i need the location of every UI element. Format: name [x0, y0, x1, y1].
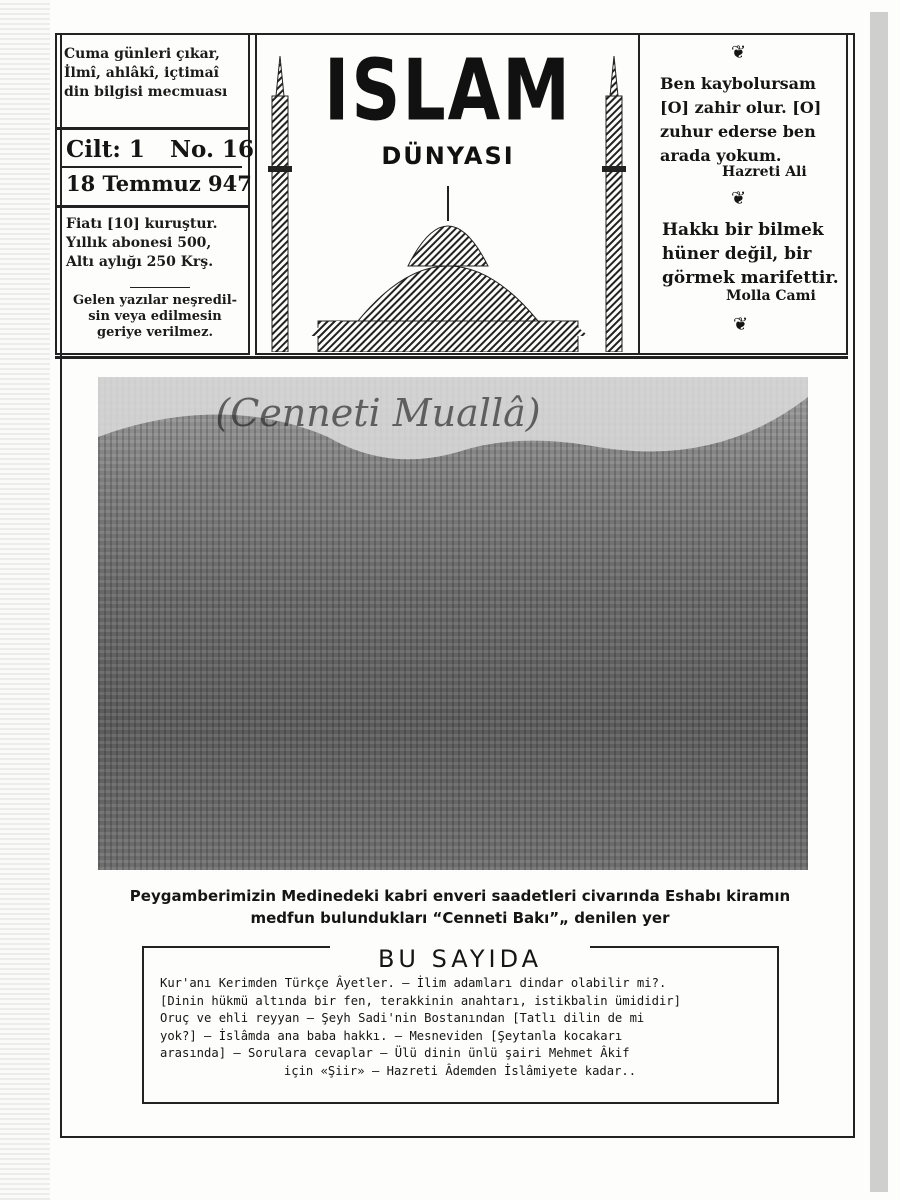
contents-line: Oruç ve ehli reyyan — Şeyh Sadi'nin Bostanından [Tatlı dilin de mi	[160, 1011, 645, 1025]
issue-date: 18 Temmuz 947	[66, 171, 252, 196]
leaf-ornament-icon: ❦	[731, 42, 747, 63]
divider	[55, 205, 250, 208]
quote-line: görmek marifettir.	[662, 268, 839, 288]
quote-line: hüner değil, bir	[662, 244, 812, 264]
leaf-ornament-icon: ❦	[731, 188, 747, 209]
contents-line: Kur'anı Kerimden Türkçe Âyetler. — İlim adamları dindar olabilir mi?.	[160, 976, 667, 990]
price-text	[66, 215, 246, 272]
price-line: Fiatı [10] kuruştur.	[66, 216, 218, 232]
volume-label: Cilt: 1	[66, 136, 145, 163]
intro-line: din bilgisi mecmuası	[64, 84, 228, 100]
notice-text	[60, 293, 250, 341]
contents-line: için «Şiir» — Hazreti Âdemden İslâmiyete kadar..	[283, 1063, 637, 1078]
contents-title: BU SAYIDA	[377, 945, 543, 973]
quote-line: Ben kaybolursam	[660, 74, 816, 93]
photo-caption	[80, 887, 840, 927]
price-line: Yıllık abonesi 500,	[66, 235, 212, 251]
photo-title: (Cenneti Muallâ)	[215, 391, 541, 435]
quote-author: Hazreti Ali	[722, 164, 807, 180]
binding-edge	[870, 12, 888, 1192]
masthead-title-wrap	[258, 42, 638, 141]
divider	[62, 166, 242, 168]
issue-number: No. 16	[170, 136, 254, 163]
contents-text	[160, 975, 760, 1080]
quote-author: Molla Cami	[726, 288, 816, 304]
notice-line: Gelen yazılar neşredil-	[72, 293, 238, 308]
intro-text	[64, 45, 244, 102]
divider	[55, 127, 250, 130]
quote-ali	[660, 72, 842, 168]
caption-line: Peygamberimizin Medinedeki kabri enveri saadetleri civarında Eshabı kiramın	[129, 887, 791, 905]
page-edge-shadow	[0, 0, 50, 1200]
intro-line: Cuma günleri çıkar,	[64, 46, 220, 62]
notice-line: sin veya edilmesin	[88, 309, 222, 324]
short-rule	[130, 287, 190, 288]
masthead-subtitle-wrap	[258, 142, 638, 170]
masthead-title: ISLAM	[324, 42, 572, 141]
cemetery-photo	[98, 377, 808, 870]
notice-line: geriye verilmez.	[97, 325, 213, 340]
intro-line: İlmî, ahlâkî, içtimaî	[64, 65, 219, 81]
quote-line: [O] zahir olur. [O]	[660, 98, 822, 117]
quote-line: arada yokum.	[660, 146, 782, 165]
quote-cami	[662, 218, 844, 290]
masthead-subtitle: DÜNYASI	[381, 142, 515, 170]
quote-line: Hakkı bir bilmek	[662, 220, 824, 240]
contents-line: arasında] — Sorulara cevaplar — Ülü dinin ünlü şairi Mehmet Âkif	[160, 1046, 630, 1060]
header-bottom-rule	[55, 356, 848, 359]
price-line: Altı aylığı 250 Krş.	[66, 254, 214, 270]
caption-line: medfun bulundukları “Cenneti Bakı”„ denilen yer	[250, 909, 670, 927]
contents-line: yok?] — İslâmda ana baba hakkı. — Mesneviden [Şeytanla kocakarı	[160, 1028, 623, 1043]
quote-line: zuhur ederse ben	[660, 122, 816, 141]
leaf-ornament-icon: ❦	[733, 314, 749, 335]
contents-line: [Dinin hükmü altında bir fen, terakkinin anahtarı, istikbalin ümididir]	[160, 993, 681, 1008]
